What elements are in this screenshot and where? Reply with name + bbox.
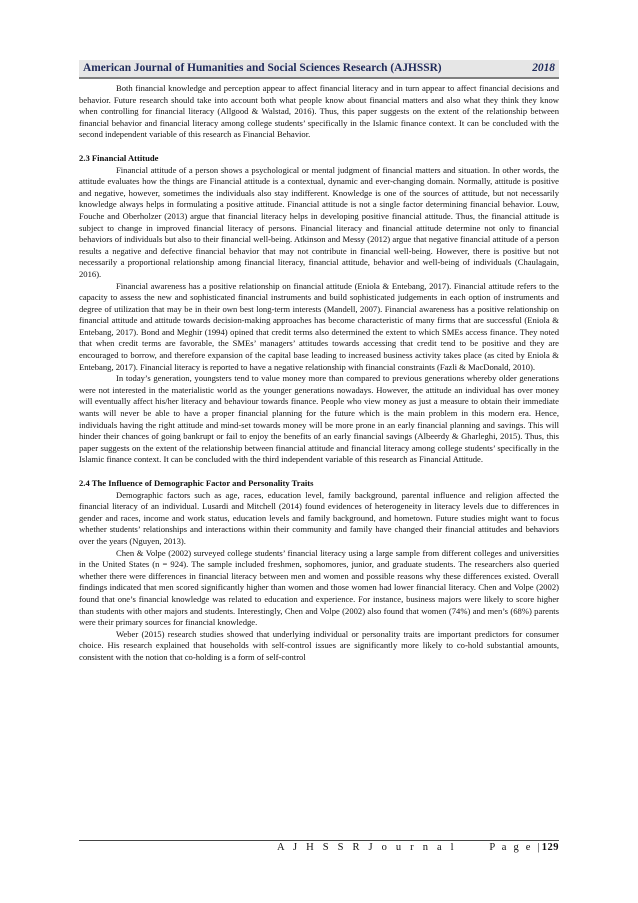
journal-year: 2018 (532, 62, 555, 74)
paragraph: Both financial knowledge and perception appear to affect financial literacy and in turn appear to affect financial decisions and behavior. Future research should take into account both what people know about financial matters and also what they think they know when controlling for financial literacy (Allgood & Walstad, 2016). Thus, this paper suggests on the extent of the relationship between financial behavior and financial literacy among college students’ specifically in the Islamic finance context. It can be concluded with the second independent variable of this research as Financial Behavior. (79, 83, 559, 140)
page-footer (79, 842, 559, 856)
section-heading-2-3: 2.3 Financial Attitude (79, 152, 159, 163)
footer-divider (79, 840, 559, 841)
paragraph: Chen & Volpe (2002) surveyed college students’ financial literacy using a large sample from different colleges and universities in the United States (n = 924). The sample included freshmen, sophomores, junior, and graduate students. The researchers also queried whether there were differences in financial literacy between men and women and possible reasons why these differences existed. Overall findings indicated that men scored significantly higher than women and those women had lower financial literacy. Chen and Volpe (2002) found that one’s financial knowledge was related to education and experience. For instance, business majors were likely to score higher than students with other majors and students. Interestingly, Chen and Volpe (2002) also found that women (74%) and men’s (68%) parents were their primary sources for financial knowledge. (79, 547, 559, 628)
running-header (79, 60, 559, 79)
section-heading-2-4: 2.4 The Influence of Demographic Factor and Personality Traits (79, 478, 314, 488)
journal-title: American Journal of Humanities and Social Sciences Research (AJHSSR) (83, 62, 442, 74)
paragraph: Financial awareness has a positive relationship on financial attitude (Eniola & Entebang, 2017). Financial attitude refers to the capacity to assess the new and sophisticated financial instruments and build sophisticated judgements in each option of instruments and degree of utilization that may be in their own best long-term interests (Mandell, 2007). Financial awareness has a positive relationship on financial attitude and attitude towards decision-making approaches has become characteristic of many firms that are successful (Eniola & Entebang, 2017). Bond and Meghir (1994) opined that credit terms also determined the extent to which SMEs access finance. They noted that when credit terms are favorable, the SMEs’ managers’ attitudes towards accessing that credit tend to be positive and they are encouraged to borrow, and therefore expansion of the capital base leading to increased business activity takes place (as cited by Eniola & Entebang, 2017). Financial literacy is reported to have a negative relationship with financial constraints (Fazli & MacDonald, 2010). (79, 280, 559, 372)
paragraph: In today’s generation, youngsters tend to value money more than compared to previous generations whereby older generations were not interested in the materialistic world as the younger generations nowadays. However, the attitude an individual has over money will eventually affect his/her literacy and behaviour towards finance. People who view money as just a measure to obtain their immediate wants will never be able to have a proper financial planning for the future which is the main problem in this modern era. Hence, individuals having the right attitude and mind-set towards money will be more prone in an early financial planning and savings. This will hinder their chances of going bankrupt or fail to enjoy the benefits of an early financial savings (Albeerdy & Gharleghi, 2015). Thus, this paper suggests on the extent of the relationship between financial attitude and financial literacy among college students’ specifically in the Islamic finance context. It can be concluded with the third independent variable of this research as Financial Attitude. (79, 373, 559, 465)
paragraph: Weber (2015) research studies showed that underlying individual or personality traits are important predictors for consumer choice. His research explained that households with self-control issues are significantly more likely to co-hold substantial amounts, consistent with the notion that co-holding is a form of self-control (79, 628, 559, 662)
body-text (79, 83, 559, 664)
paragraph: Financial attitude of a person shows a psychological or mental judgment of financial matters and situation. In other words, the attitude evaluates how the things are Financial attitude is a contextual, dynamic and ever-changing domain. Normally, attitude is positive and negative, however, sometimes the individuals also stay indifferent. Knowledge is one of the sources of attitude, but not necessarily knowledge always helps in formulating a positive attitude. Financial attitude is not a single factor determining financial behavior. Louw, Fouche and Oberholzer (2013) argue that financial literacy helps in developing positive financial attitude. Thus, the financial attitude is subject to change in improved financial literacy of persons. Financial literacy and financial attitude determine not only to financial behaviors of individuals but also to their financial well-being. Atkinson and Messy (2012) argue that negative financial attitude of a person results a negative and defective financial behavior that may not contribute in financial well-being. However, there is positive but not necessarily a proportional relationship among financial literacy, financial attitude, behavior and well-being of individuals (Chaulagain, 2016). (79, 164, 559, 279)
page-number: 129 (541, 842, 559, 853)
footer-journal: A J H S S R J o u r n a l (277, 842, 457, 853)
page-indicator (489, 842, 559, 853)
paragraph: Demographic factors such as age, races, education level, family background, parental influence and religion affected the financial literacy of an individual. Lusardi and Mitchell (2014) found evidences of heterogeneity in literacy levels due to differences in gender and races, income and work status, education levels and family background, and hometown. Future studies might want to focus whether students’ relationships and interactions within their community and family have changed their financial attitudes and behaviors over the years (Nguyen, 2013). (79, 489, 559, 546)
page-label: P a g e | (489, 842, 542, 853)
